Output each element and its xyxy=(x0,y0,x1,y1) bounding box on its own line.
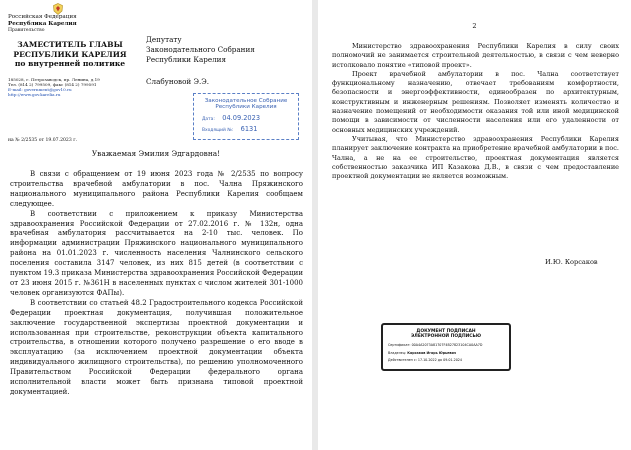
body-paragraph: В соответствии со статьей 48.2 Градостроительного кодекса Российской Федерации проектная документация, получившая положительное заключение государственной экспертизы проектной документации и использованная при строительстве, реконструкции объекта капитального строительства, в отношении которого получено разрешение о его вводе в эксплуатацию (за исключением проектной документации объекта индивидуального жилищного строительства), по решению уполномоченного Правительством Российской Федерации федерального органа исполнительной власти может быть признана типовой проектной документацией. xyxy=(10,298,303,396)
stamp-date-value: 04.09.2023 xyxy=(222,114,261,122)
esig-owner-row xyxy=(388,351,456,355)
addressee-block xyxy=(146,35,255,64)
electronic-signature-stamp xyxy=(381,323,511,371)
stamp-number-label: Входящий №: xyxy=(202,128,234,133)
body-paragraph: Учитывая, что Министерство здравоохранения Республики Карелия планирует заключение контракта на приобретение врачебной амбулатории в пос. Чална, а не на ее строительство, проектная документация является собственностью заказчика ИП Казакова Д.В., в связи с чем предоставление проектной документации не является возможным. xyxy=(332,134,619,181)
registration-stamp xyxy=(193,93,299,140)
body-paragraph: В связи с обращением от 19 июня 2023 года № 2/2535 по вопросу строительства врачебной амбулатории в пос. Чална Пряжинского национального муниципального района Республики Карелия сообщаем следующее. xyxy=(10,170,303,208)
office-title xyxy=(0,40,140,69)
esig-valid-value: 17.10.2022 до 09.01.2024 xyxy=(417,358,462,362)
esig-title-line: ДОКУМЕНТ ПОДПИСАН xyxy=(416,329,476,334)
addressee-line: Депутату xyxy=(146,35,182,44)
reference-number: на № 2/2535 от 19.07.2023 г. xyxy=(8,138,78,143)
addressee-line: Законодательного Собрания xyxy=(146,44,255,54)
body-paragraph: Проект врачебной амбулатории в пос. Чална соответствует функциональному назначению, отвечает требованиям комфортности, безопасности и энергоэффективности, единообразен по архитектурным, конструктивным и инженерным решениям. Позволяет изменять количество и назначение помещений от необходимости оказания той или иной медицинской помощи в зависимости от численности населения или его удаленности от основных медицинских учреждений. xyxy=(332,69,619,134)
stamp-number-row xyxy=(202,125,257,133)
esig-valid-label: Действителен с: xyxy=(388,358,417,362)
stamp-number-value: 6131 xyxy=(240,125,258,133)
stamp-title-line: Законодательное Собрание xyxy=(204,98,288,104)
esig-owner-label: Владелец: xyxy=(388,351,407,355)
greeting: Уважаемая Эмилия Эдгардовна! xyxy=(91,149,221,158)
office-title-line: РЕСПУБЛИКИ КАРЕЛИЯ xyxy=(13,49,127,59)
esig-cert-row xyxy=(388,343,482,347)
letter-page-2 xyxy=(318,0,631,450)
addressee-line: Республики Карелия xyxy=(146,54,226,64)
sender-address xyxy=(8,77,100,97)
region-line-3: Правительство xyxy=(8,28,45,33)
esig-title xyxy=(383,329,509,339)
esig-owner-value: Корсаков Игорь Юрьевич xyxy=(407,351,457,355)
body-paragraph: В соответствии с приложением к приказу Министерства здравоохранения Российской Федерации от 27.02.2016 г. № 132н, одна врачебная амбулатория рассчитывается на 2-10 тыс. человек. По информации администрации Пряжинского национального муниципального района на 01.01.2023 г. численность населения Чалнинского сельского поселения составила 3147 человек, из них 815 детей (в соответствии с пунктом 19.3 приказа Министерства здравоохранения Российской Федерации от 23 июня 2015 г. №361Н в населенных пунктах с числом жителей 301-1000 человек организуются ФАПы). xyxy=(10,209,303,297)
stamp-title-line: Республики Карелия xyxy=(215,104,277,111)
office-title-line: ЗАМЕСТИТЕЛЬ ГЛАВЫ xyxy=(17,40,123,49)
esig-cert-label: Сертификат: xyxy=(388,343,411,347)
stamp-date-row xyxy=(202,114,260,122)
esig-valid-row xyxy=(388,358,462,362)
email-link[interactable]: E-mail: government@gov10.ru xyxy=(8,87,72,93)
esig-title-line: ЭЛЕКТРОННОЙ ПОДПИСЬЮ xyxy=(410,334,482,339)
stamp-date-label: Дата: xyxy=(202,117,215,122)
letter-body-page-2 xyxy=(332,42,619,181)
address-line: 185028, г. Петрозаводск, пр. Ленина, д.19 xyxy=(8,77,100,82)
letter-body-page-1 xyxy=(10,170,303,398)
region-line-2: Республика Карелия xyxy=(8,21,77,27)
recipient-name: Слабуновой Э.Э. xyxy=(146,77,210,86)
stamp-title xyxy=(194,98,298,111)
region-line-1: Российская Федерация xyxy=(8,14,77,20)
letter-page-1 xyxy=(0,0,312,450)
body-paragraph: Министерство здравоохранения Республики Карелия в силу своих полномочий не занимается строительной деятельностью, в связи с чем неверно истолковало понятие «типовой проект». xyxy=(332,42,619,69)
office-title-line: по внутренней политике xyxy=(14,59,126,68)
website-link[interactable]: http://www.gov.karelia.ru xyxy=(8,92,61,98)
phone-line: Тел. (814 2) 799509, факс (814 2) 799591 xyxy=(8,82,97,88)
esig-cert-value: 00A4A2073A81707F4B27823104CA0AA7D xyxy=(411,343,483,347)
signatory-name: И.Ю. Корсаков xyxy=(545,258,598,266)
page-number: 2 xyxy=(472,22,477,30)
